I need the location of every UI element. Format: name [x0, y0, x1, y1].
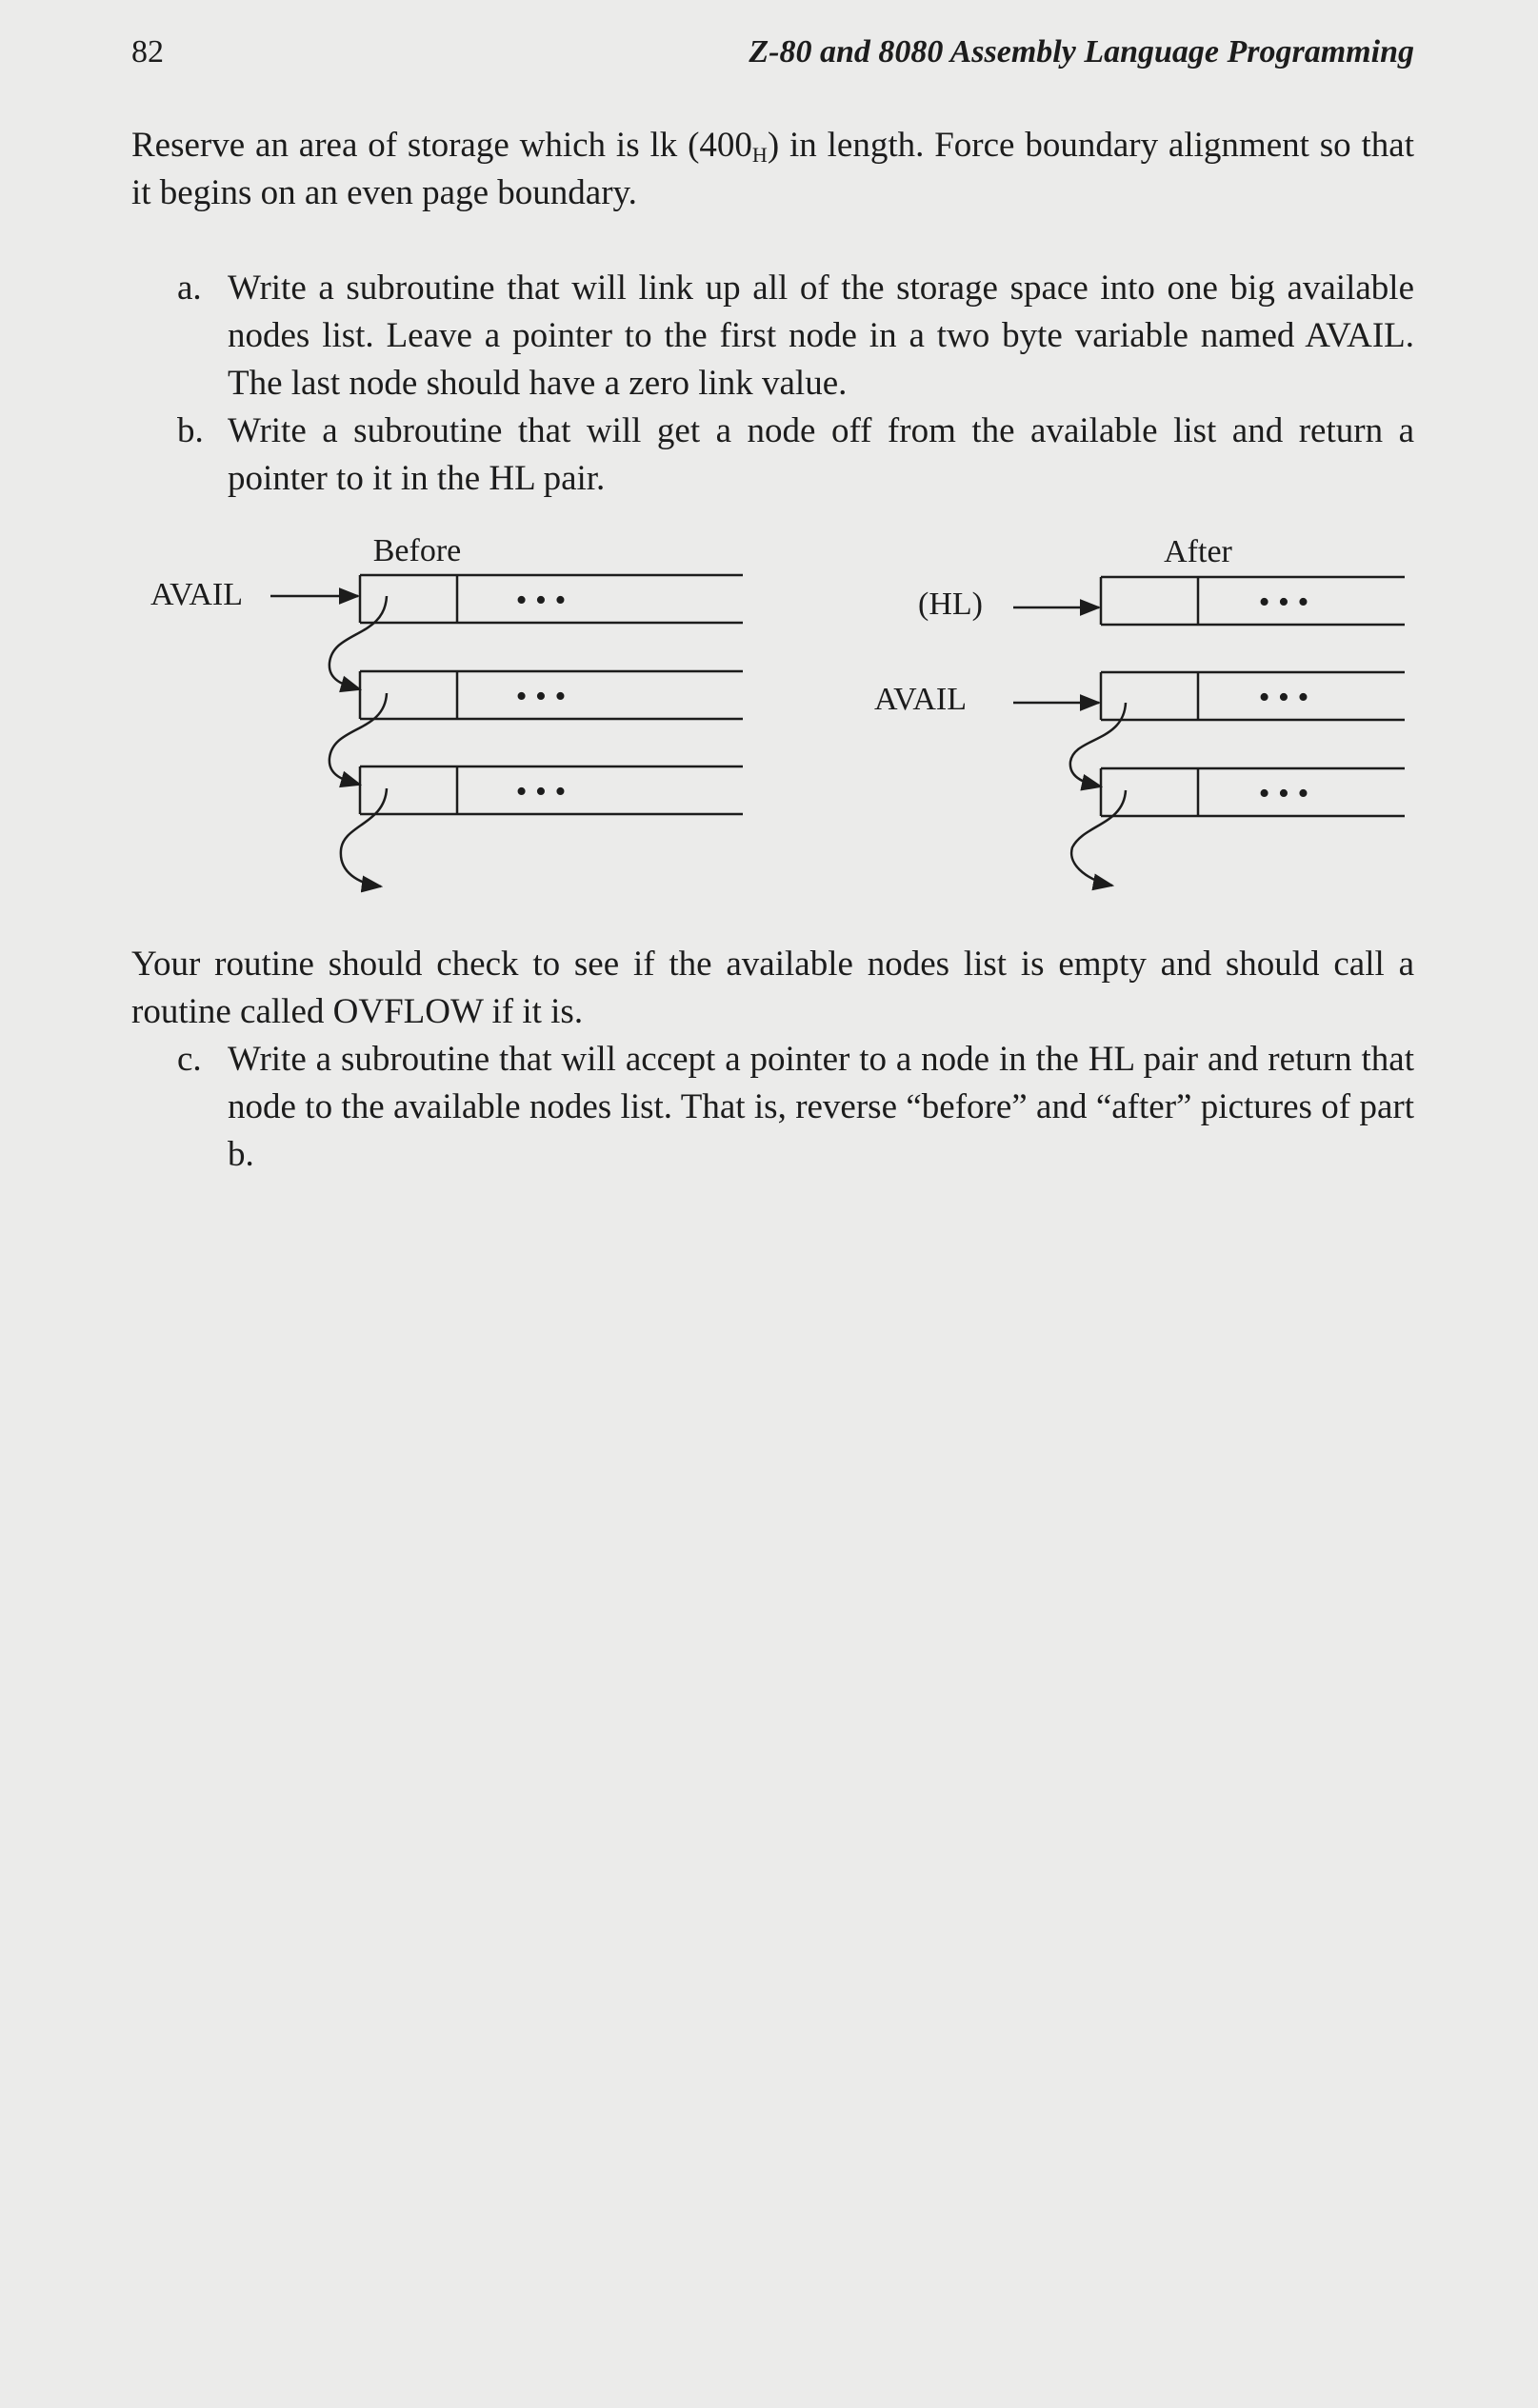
after-title: After — [1164, 534, 1232, 569]
link-arrow — [330, 693, 387, 785]
after-node-3 — [1101, 768, 1405, 816]
after-node-2 — [1101, 672, 1405, 720]
node-dots: • • • — [515, 774, 567, 809]
item-marker: a. — [177, 269, 202, 308]
before-panel — [150, 533, 743, 886]
null-link-arrow — [341, 788, 387, 886]
after-panel — [874, 534, 1405, 886]
page-header — [131, 34, 1414, 82]
item-text: Write a subroutine that will get a node off from the available list and return a pointer to it in the HL pair. — [228, 411, 1414, 498]
before-avail-label: AVAIL — [150, 577, 243, 612]
item-text: Write a subroutine that will link up all of the storage space into one big available nodes list. Leave a pointer to the first node in a two byte variable named AVAIL. The last node should have a zero link value. — [228, 269, 1414, 403]
item-text: Write a subroutine that will accept a pointer to a node in the HL pair and return that node to the available nodes list. That is, reverse “before” and “after” pictures of part b. — [228, 1040, 1414, 1174]
intro-paragraph — [131, 122, 1414, 217]
page-number: 82 — [131, 34, 164, 70]
after-node-1 — [1101, 577, 1405, 625]
link-arrow — [1070, 703, 1126, 786]
before-node-3 — [360, 766, 743, 814]
node-dots: • • • — [1258, 776, 1309, 811]
check-paragraph: Your routine should check to see if the available nodes list is empty and should call a routine called OVFLOW if it is. — [131, 945, 1414, 1031]
list-item-c — [177, 1036, 1414, 1179]
item-marker: b. — [177, 411, 204, 450]
intro-text-start: Reserve an area of storage which is lk (400 — [131, 126, 752, 165]
running-title: Z-80 and 8080 Assembly Language Programming — [749, 34, 1414, 70]
after-avail-label: AVAIL — [874, 682, 967, 717]
before-node-2 — [360, 671, 743, 719]
link-arrow — [330, 596, 387, 689]
before-title: Before — [372, 533, 462, 568]
item-marker: c. — [177, 1040, 202, 1079]
node-dots: • • • — [515, 679, 567, 714]
hex-subscript: H — [751, 143, 768, 167]
list-item-a — [177, 265, 1414, 408]
node-dots: • • • — [1258, 680, 1309, 715]
intro-text-end: ) in length. Force boundary alignment so that it begins on an even page boundary. — [131, 126, 1414, 212]
before-node-1 — [360, 575, 743, 623]
after-hl-label: (HL) — [918, 587, 983, 622]
null-link-arrow — [1071, 790, 1126, 886]
linked-list-diagram — [131, 522, 1414, 903]
list-item-b — [177, 408, 1414, 503]
node-dots: • • • — [1258, 585, 1309, 620]
node-dots: • • • — [515, 583, 567, 618]
